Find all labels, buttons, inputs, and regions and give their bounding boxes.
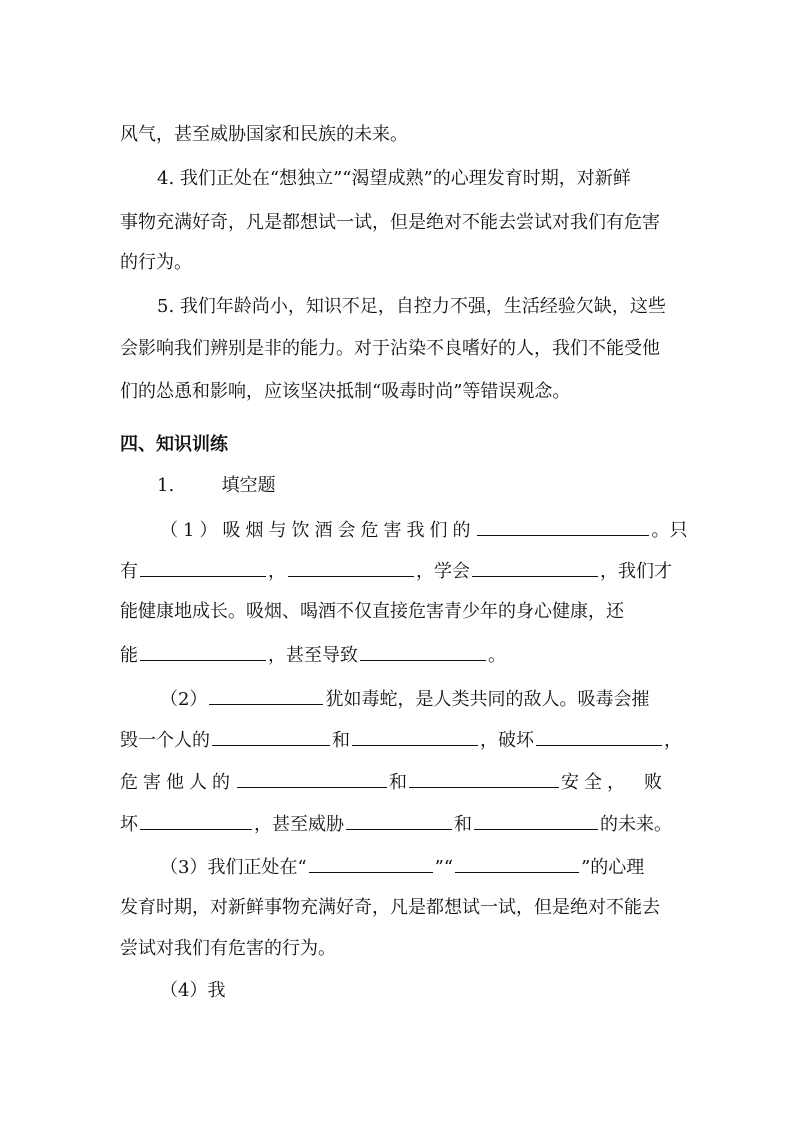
q2-blank-5[interactable] [237, 769, 387, 788]
section-heading: 四、知识训练 [120, 434, 228, 455]
q2-blank-7[interactable] [140, 811, 252, 830]
q2-line-3 [120, 769, 680, 795]
q2-text-d: 和 [332, 730, 350, 751]
q1-blank-4[interactable] [472, 558, 598, 577]
point-4-line-2: 事物充满好奇，凡是都想试一试，但是绝对不能去尝试对我们有危害 [120, 212, 660, 233]
q2-blank-6[interactable] [409, 769, 559, 788]
q1-blank-1[interactable] [477, 517, 649, 536]
q1-blank-5[interactable] [140, 642, 266, 661]
q1-text-b: 。只 [651, 520, 688, 541]
q3-line-3: 尝试对我们有危害的行为。 [120, 938, 336, 959]
q2-blank-2[interactable] [212, 727, 330, 746]
q1-blank-2[interactable] [140, 558, 266, 577]
q2-line-1 [160, 686, 720, 712]
q2-line-4 [120, 811, 680, 837]
q1-text-j: 。 [488, 645, 506, 666]
q3-text-a: （3）我们正处在“ [160, 857, 307, 878]
q2-text-m: 和 [454, 814, 472, 835]
q1-line-2 [120, 558, 680, 584]
q3-text-b: ”“ [434, 857, 454, 878]
q2-text-h: 和 [389, 772, 407, 793]
point-5-line-2: 会影响我们辨别是非的能力。对于沾染不良嗜好的人，我们不能受他 [120, 338, 660, 359]
q1-text-d: ， [268, 561, 286, 582]
q2-text-n: 的未来。 [600, 814, 672, 835]
q1-text-h: 能 [120, 645, 138, 666]
q2-text-e: ，破坏 [480, 730, 534, 751]
point-5-line-3: 们的怂恿和影响，应该坚决抵制“吸毒时尚”等错误观念。 [120, 381, 571, 402]
q2-text-f: ， [664, 730, 682, 751]
q1-text-a: （1）吸烟与饮酒会危害我们的 [160, 520, 476, 541]
q1-text-f: ，我们才 [600, 561, 672, 582]
q2-text-k: 坏 [120, 814, 138, 835]
q1-line-1 [160, 517, 720, 543]
q2-line-2 [120, 727, 680, 753]
q1-blank-6[interactable] [360, 642, 486, 661]
q1-blank-3[interactable] [288, 558, 414, 577]
q3-line-2: 发育时期，对新鲜事物充满好奇，凡是都想试一试，但是绝对不能去 [120, 897, 660, 918]
q2-text-i: 安全， [561, 772, 630, 793]
exercise-number: 1. [157, 475, 175, 496]
q2-blank-3[interactable] [352, 727, 478, 746]
q2-blank-4[interactable] [536, 727, 662, 746]
q1-line-3: 能健康地成长。吸烟、喝酒不仅直接危害青少年的身心健康，还 [120, 601, 624, 622]
q3-line-1 [160, 854, 720, 880]
q2-blank-8[interactable] [346, 811, 452, 830]
q2-text-g: 危害他人的 [120, 772, 235, 793]
q1-line-4 [120, 642, 680, 668]
point-4-line-1: 4. 我们正处在“想独立”“渴望成熟”的心理发育时期，对新鲜 [157, 168, 631, 189]
q1-text-e: ，学会 [416, 561, 470, 582]
exercise-type [157, 474, 717, 498]
q2-text-c: 毁一个人的 [120, 730, 210, 751]
q2-blank-9[interactable] [474, 811, 598, 830]
q2-text-a: （2） [160, 689, 208, 710]
prev-paragraph-end: 风气，甚至威胁国家和民族的未来。 [120, 124, 408, 145]
point-4-line-3: 的行为。 [120, 252, 192, 273]
q2-text-b: 犹如毒蛇，是人类共同的敌人。吸毒会摧 [325, 689, 650, 710]
q3-blank-1[interactable] [309, 854, 433, 873]
q3-blank-2[interactable] [455, 854, 579, 873]
q3-text-c: ”的心理 [581, 857, 645, 878]
point-5-line-1: 5. 我们年龄尚小，知识不足，自控力不强，生活经验欠缺，这些 [157, 296, 666, 317]
q2-text-l: ，甚至威胁 [254, 814, 344, 835]
q2-text-j: 败 [644, 772, 662, 793]
q1-text-c: 有 [120, 561, 138, 582]
exercise-label: 填空题 [221, 475, 276, 496]
q2-blank-1[interactable] [209, 686, 323, 705]
q4-line-1: （4）我 [160, 980, 226, 1001]
q1-text-i: ，甚至导致 [268, 645, 358, 666]
